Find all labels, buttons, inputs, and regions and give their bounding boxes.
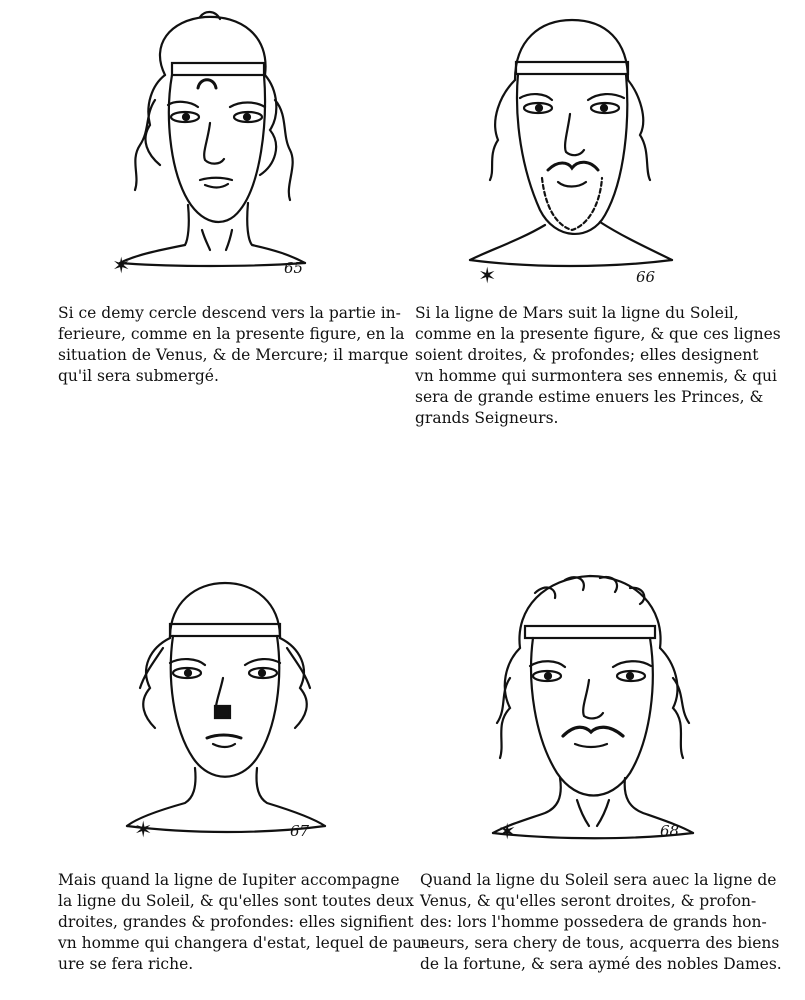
star-marker-65: ✶ [112, 254, 131, 279]
caption-line: grands Seigneurs. [415, 409, 559, 427]
figure-number-65: 65 [284, 259, 304, 277]
star-marker-67: ✶ [134, 818, 153, 843]
face-illustration-68 [485, 568, 700, 843]
caption-line: sera de grande estime enuers les Princes, & [415, 388, 764, 406]
caption-line: comme en la presente figure, & que ces lignes [415, 325, 781, 343]
caption-line: Si ce demy cercle descend vers la partie in- [58, 304, 401, 322]
caption-line: Si la ligne de Mars suit la ligne du Soleil, [415, 304, 739, 322]
figure-number-66: 66 [636, 268, 656, 286]
caption-line: ure se fera riche. [58, 955, 194, 973]
caption-line: Quand la ligne du Soleil sera auec la ligne de [420, 871, 777, 889]
caption-67 [58, 870, 428, 975]
caption-line: qu'il sera submergé. [58, 367, 219, 385]
caption-line: Venus, & qu'elles seront droites, & profon- [420, 892, 757, 910]
face-illustration-67 [115, 578, 335, 843]
caption-line: ferieure, comme en la presente figure, en la [58, 325, 405, 343]
star-marker-68: ✶ [498, 820, 517, 845]
caption-line: vn homme qui changera d'estat, lequel de pau- [58, 934, 428, 952]
figure-number-67: 67 [290, 822, 310, 840]
figure-number-68: 68 [660, 822, 680, 840]
face-illustration-66 [460, 10, 680, 275]
caption-line: droites, grandes & profondes: elles signifient [58, 913, 414, 931]
caption-68 [420, 870, 782, 975]
caption-line: situation de Venus, & de Mercure; il marque [58, 346, 409, 364]
caption-line: vn homme qui surmontera ses ennemis, & qui [415, 367, 777, 385]
star-marker-66: ✶ [478, 264, 497, 289]
caption-65 [58, 303, 409, 387]
caption-line: de la fortune, & sera aymé des nobles Dames. [420, 955, 782, 973]
caption-line: neurs, sera chery de tous, acquerra des biens [420, 934, 780, 952]
caption-line: soient droites, & profondes; elles designent [415, 346, 759, 364]
caption-66 [415, 303, 781, 429]
caption-line: Mais quand la ligne de Iupiter accompagne [58, 871, 400, 889]
caption-line: la ligne du Soleil, & qu'elles sont toutes deux [58, 892, 414, 910]
face-illustration-65 [110, 5, 310, 270]
caption-line: des: lors l'homme possedera de grands hon- [420, 913, 767, 931]
